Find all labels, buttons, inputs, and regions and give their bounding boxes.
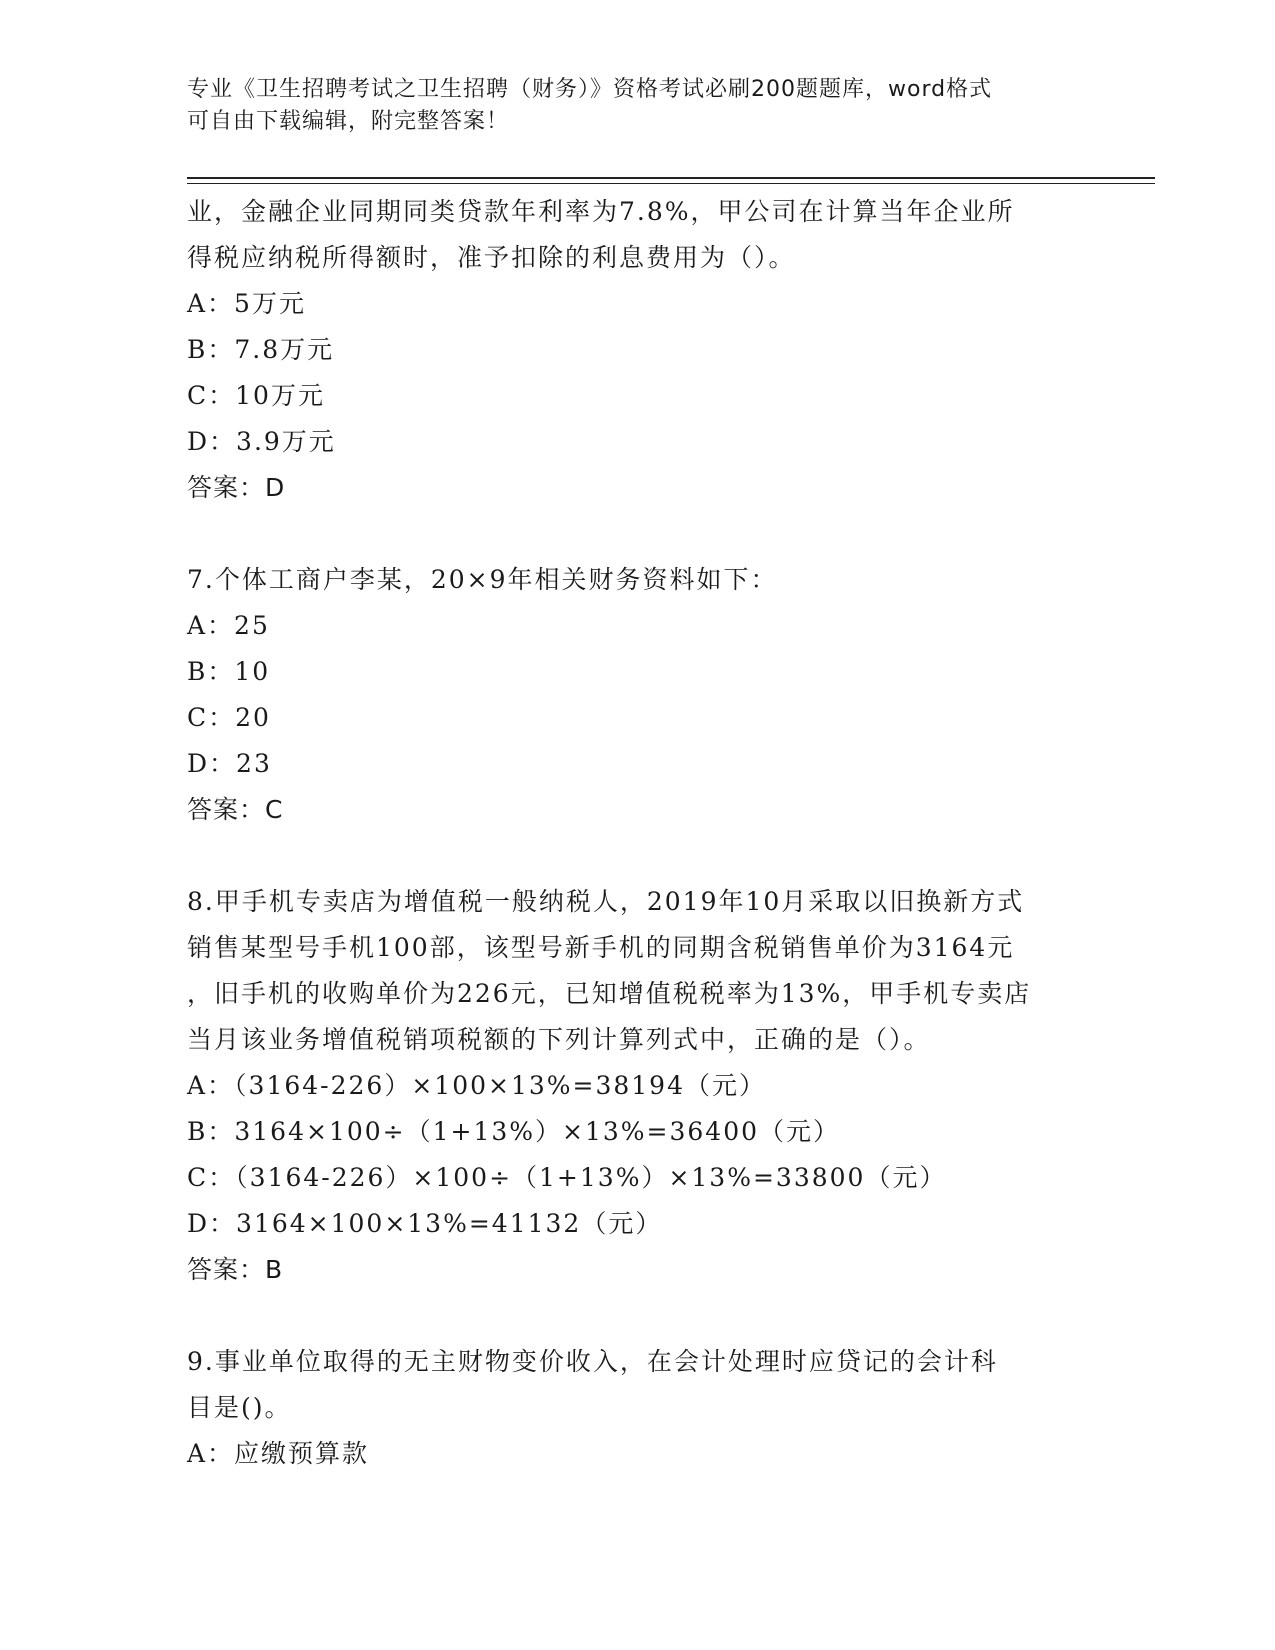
spacer <box>187 511 1087 557</box>
question-8-option-c: C：（3164-226）×100÷（1+13%）×13%=33800（元） <box>187 1163 947 1192</box>
question-6-option-d: D：3.9万元 <box>187 427 336 456</box>
header-divider-thick <box>187 177 1155 179</box>
question-9 <box>187 1339 1087 1477</box>
question-7-option-b: B：10 <box>187 657 271 686</box>
question-8-answer: 答案：B <box>187 1255 284 1284</box>
document-header <box>187 74 1067 138</box>
question-7-option-d: D：23 <box>187 749 272 778</box>
question-7 <box>187 557 1087 833</box>
question-7-answer: 答案：C <box>187 795 284 824</box>
question-9-stem-line-2: 目是()。 <box>187 1393 292 1422</box>
question-9-option-a: A：应缴预算款 <box>187 1439 370 1468</box>
question-6-stem-line-1: 业，金融企业同期同类贷款年利率为7.8%，甲公司在计算当年企业所 <box>187 197 1015 226</box>
question-8 <box>187 879 1087 1293</box>
header-divider-thin <box>187 183 1155 184</box>
question-6-option-b: B：7.8万元 <box>187 335 335 364</box>
question-6-option-a: A：5万元 <box>187 289 306 318</box>
question-8-option-d: D：3164×100×13%=41132（元） <box>187 1209 663 1238</box>
question-content <box>187 189 1087 1477</box>
question-6-stem-line-2: 得税应纳税所得额时，准予扣除的利息费用为（）。 <box>187 243 796 272</box>
question-8-stem-line-2: 销售某型号手机100部，该型号新手机的同期含税销售单价为3164元 <box>187 933 1015 962</box>
question-8-stem-line-1: 8.甲手机专卖店为增值税一般纳税人，2019年10月采取以旧换新方式 <box>187 887 1025 916</box>
question-6-answer: 答案：D <box>187 473 286 502</box>
question-8-stem-line-4: 当月该业务增值税销项税额的下列计算列式中，正确的是（）。 <box>187 1025 931 1054</box>
spacer <box>187 1293 1087 1339</box>
question-8-stem-line-3: ，旧手机的收购单价为226元，已知增值税税率为13%，甲手机专卖店 <box>187 979 1032 1008</box>
question-7-option-a: A：25 <box>187 611 270 640</box>
question-8-option-b: B：3164×100÷（1+13%）×13%=36400（元） <box>187 1117 841 1146</box>
question-6-option-c: C：10万元 <box>187 381 325 410</box>
header-title-line-2: 可自由下载编辑，附完整答案！ <box>187 109 510 134</box>
spacer <box>187 833 1087 879</box>
question-7-option-c: C：20 <box>187 703 271 732</box>
question-6 <box>187 189 1087 511</box>
header-title-line-1: 专业《卫生招聘考试之卫生招聘（财务）》资格考试必刷200题题库，word格式 <box>187 77 993 102</box>
question-8-option-a: A：（3164-226）×100×13%=38194（元） <box>187 1071 766 1100</box>
question-9-stem-line-1: 9.事业单位取得的无主财物变价收入，在会计处理时应贷记的会计科 <box>187 1347 998 1376</box>
question-7-stem-line-1: 7.个体工商户李某，20×9年相关财务资料如下： <box>187 565 778 594</box>
